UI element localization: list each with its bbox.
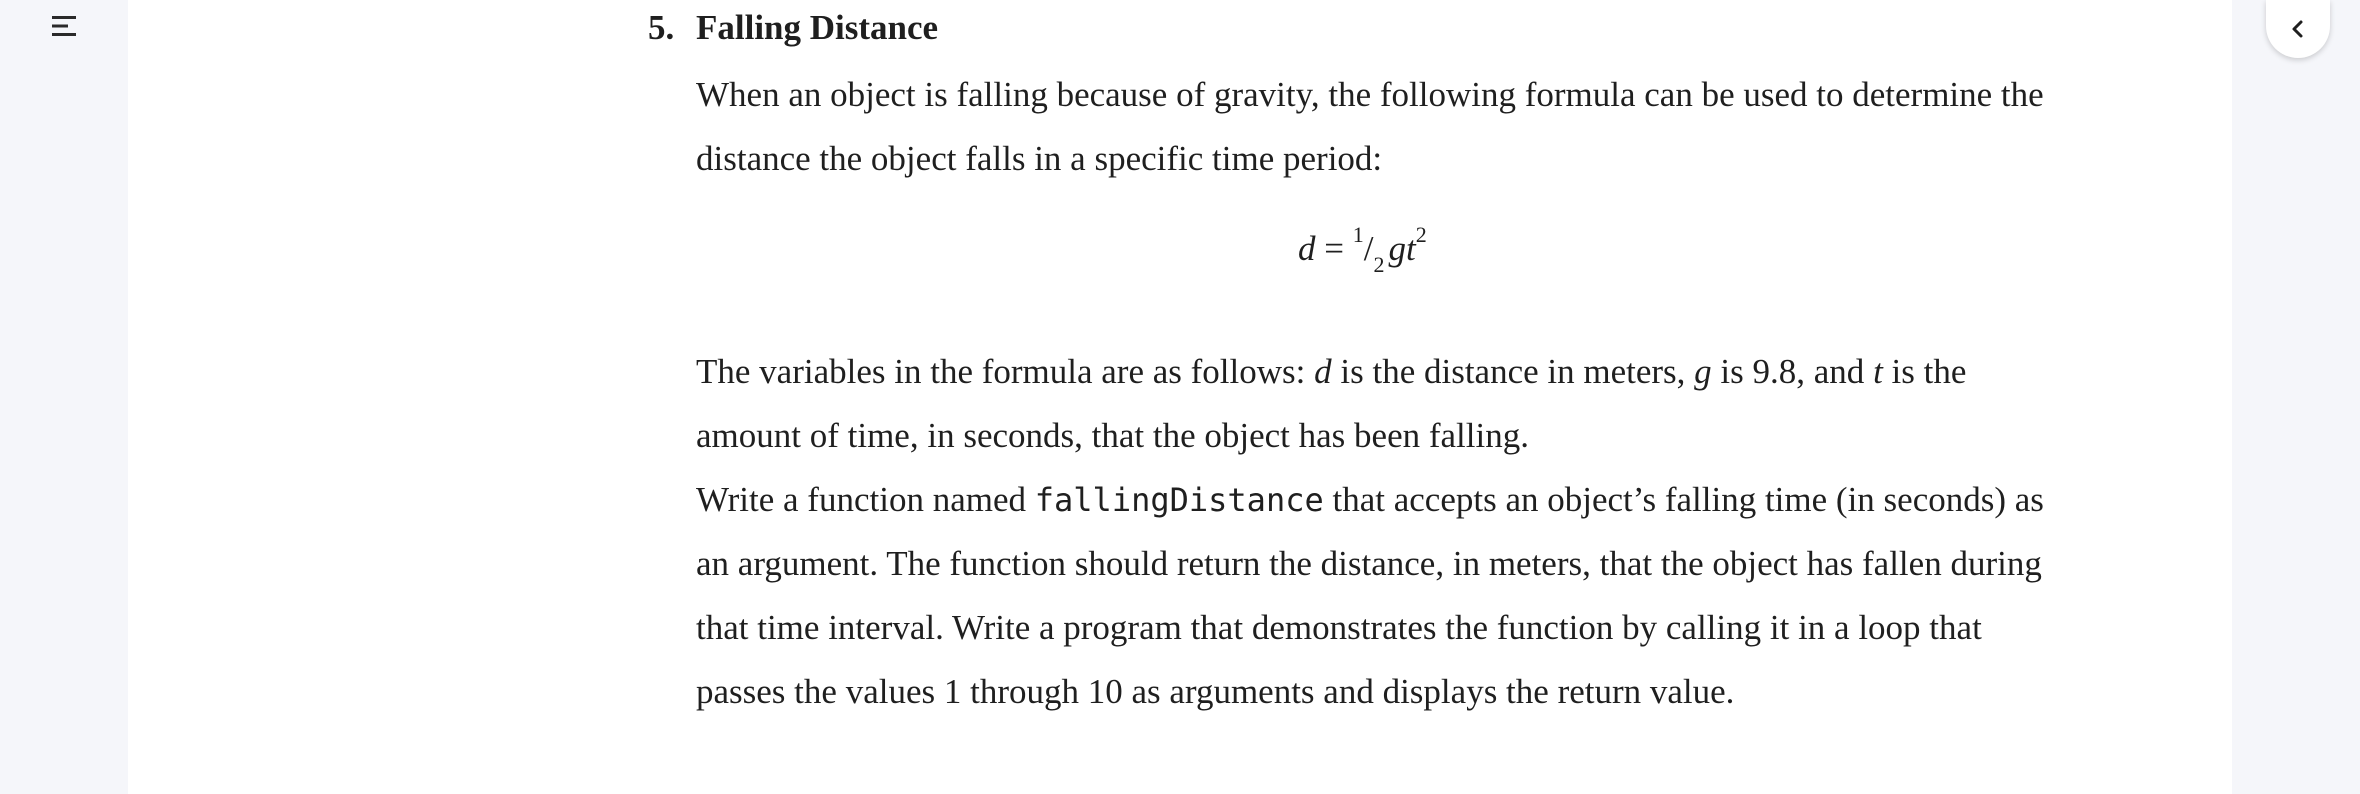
- exercise-title: Falling Distance: [696, 8, 939, 47]
- exercise-number: 5.: [648, 8, 675, 47]
- hamburger-menu-icon: [49, 11, 79, 41]
- left-rail: [0, 0, 128, 794]
- formula-exponent: 2: [1415, 222, 1427, 247]
- task-paragraph: [696, 468, 2066, 724]
- task-text-2: that accepts an object’s falling time (in seconds) as an argument. The function should return the distance, in meters, that the object has fallen during that time interval. Write a program that demonstrates the function by calling it in a loop that passes the values 1 through 10 as arguments and displays the return value.: [696, 480, 2044, 711]
- reader-page: [128, 0, 2232, 794]
- formula-numerator: 1: [1352, 222, 1364, 247]
- formula-d: d: [1298, 229, 1316, 268]
- variable-g: g: [1694, 352, 1712, 391]
- intro-paragraph: When an object is falling because of gravity, the following formula can be used to determine the distance the object falls in a specific time period:: [696, 75, 2044, 178]
- formula-denominator: 2: [1373, 252, 1385, 277]
- variables-text-3: is 9.8, and: [1711, 352, 1874, 391]
- function-name-code: fallingDistance: [1034, 481, 1324, 519]
- back-button[interactable]: [2266, 0, 2330, 58]
- right-rail: [2232, 0, 2360, 794]
- task-text-1: Write a function named: [696, 480, 1035, 519]
- exercise-heading: [648, 8, 938, 48]
- variables-text-4: is the amount of time, in seconds, that the object has been falling.: [696, 352, 1967, 455]
- variable-d: d: [1314, 352, 1332, 391]
- menu-button[interactable]: [44, 6, 84, 46]
- variables-paragraph: [696, 340, 2066, 468]
- formula-equals: =: [1315, 229, 1353, 268]
- variables-text-1: The variables in the formula are as follows:: [696, 352, 1315, 391]
- variable-t: t: [1873, 352, 1883, 391]
- formula-slash: /: [1363, 229, 1374, 268]
- formula-gt: gt: [1388, 229, 1416, 268]
- formula: [1298, 222, 1427, 278]
- chevron-left-icon: [2287, 18, 2309, 40]
- variables-text-2: is the distance in meters,: [1331, 352, 1695, 391]
